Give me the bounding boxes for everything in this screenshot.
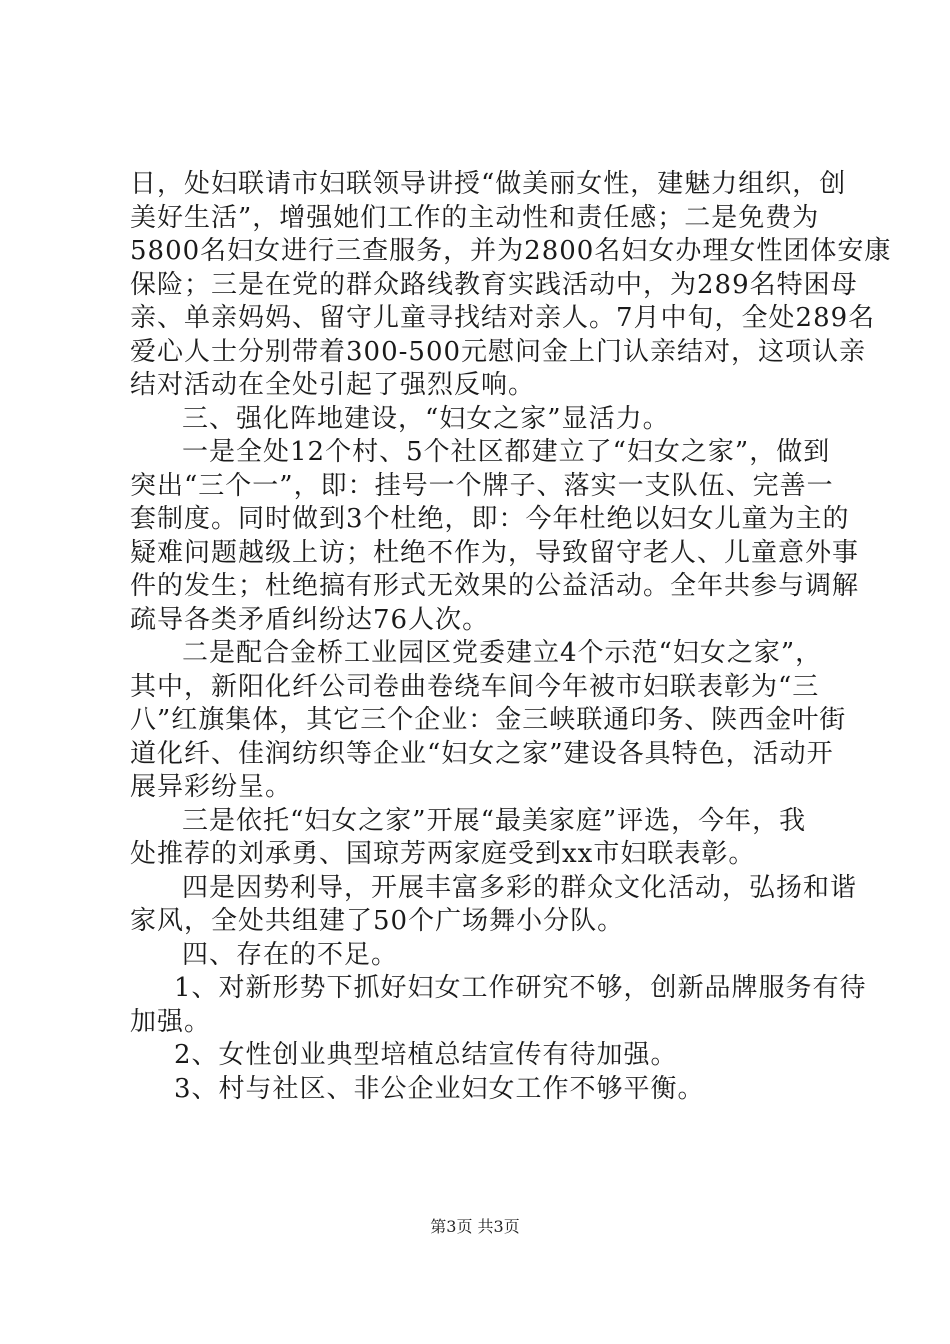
text-line: 一是全处12个村、5个社区都建立了“妇女之家”，做到 [182, 437, 831, 467]
text-line: 套制度。同时做到3个杜绝，即：今年杜绝以妇女儿童为主的 [130, 504, 850, 534]
text-line: 爱心人士分别带着300-500元慰问金上门认亲结对，这项认亲 [130, 336, 867, 367]
text-line: 处推荐的刘承勇、国琼芳两家庭受到xx市妇联表彰。 [130, 839, 756, 869]
text-line: 2、女性创业典型培植总结宣传有待加强。 [174, 1040, 678, 1070]
text-line: 展异彩纷呈。 [130, 772, 293, 802]
text-line: 美好生活”，增强她们工作的主动性和责任感；二是免费为 [130, 202, 820, 233]
text-line: 3、村与社区、非公企业妇女工作不够平衡。 [174, 1073, 705, 1104]
text-line: 日，处妇联请市妇联领导讲授“做美丽女性，建魅力组织，创 [130, 169, 847, 199]
text-line: 四是因势利导，开展丰富多彩的群众文化活动，弘扬和谐 [182, 872, 858, 903]
text-line: 件的发生；杜绝搞有形式无效果的公益活动。全年共参与调解 [130, 571, 860, 601]
text-line: 四、存在的不足。 [182, 939, 399, 970]
text-line: 道化纤、佳润纺织等企业“妇女之家”建设各具特色，活动开 [130, 738, 834, 769]
text-line: 二是配合金桥工业园区党委建立4个示范“妇女之家”， [182, 638, 823, 668]
text-line: 其中，新阳化纤公司卷曲卷绕车间今年被市妇联表彰为“三 [130, 671, 820, 702]
text-line: 疏导各类矛盾纠纷达76人次。 [130, 604, 490, 635]
text-line: 保险；三是在党的群众路线教育实践活动中，为289名特困母 [130, 269, 858, 300]
text-line: 亲、单亲妈妈、留守儿童寻找结对亲人。7月中旬，全处289名 [130, 303, 876, 333]
text-line: 家风，全处共组建了50个广场舞小分队。 [130, 906, 625, 936]
text-line: 突出“三个一”，即：挂号一个牌子、落实一支队伍、完善一 [130, 470, 834, 501]
text-line: 八”红旗集体，其它三个企业：金三峡联通印务、陕西金叶街 [130, 705, 847, 735]
text-line: 5800名妇女进行三查服务，并为2800名妇女办理女性团体安康 [130, 236, 892, 266]
page-footer: 第3页 共3页 [430, 1217, 520, 1236]
text-line: 疑难问题越级上访；杜绝不作为，导致留守老人、儿童意外事 [130, 537, 860, 568]
text-line: 1、对新形势下抓好妇女工作研究不够，创新品牌服务有待 [174, 973, 867, 1003]
text-line: 三、强化阵地建设，“妇女之家”显活力。 [182, 403, 670, 434]
text-line: 结对活动在全处引起了强烈反响。 [130, 370, 536, 400]
text-line: 加强。 [130, 1006, 212, 1037]
text-line: 三是依托“妇女之家”开展“最美家庭”评选，今年，我 [182, 805, 807, 836]
document-body [130, 168, 892, 1106]
